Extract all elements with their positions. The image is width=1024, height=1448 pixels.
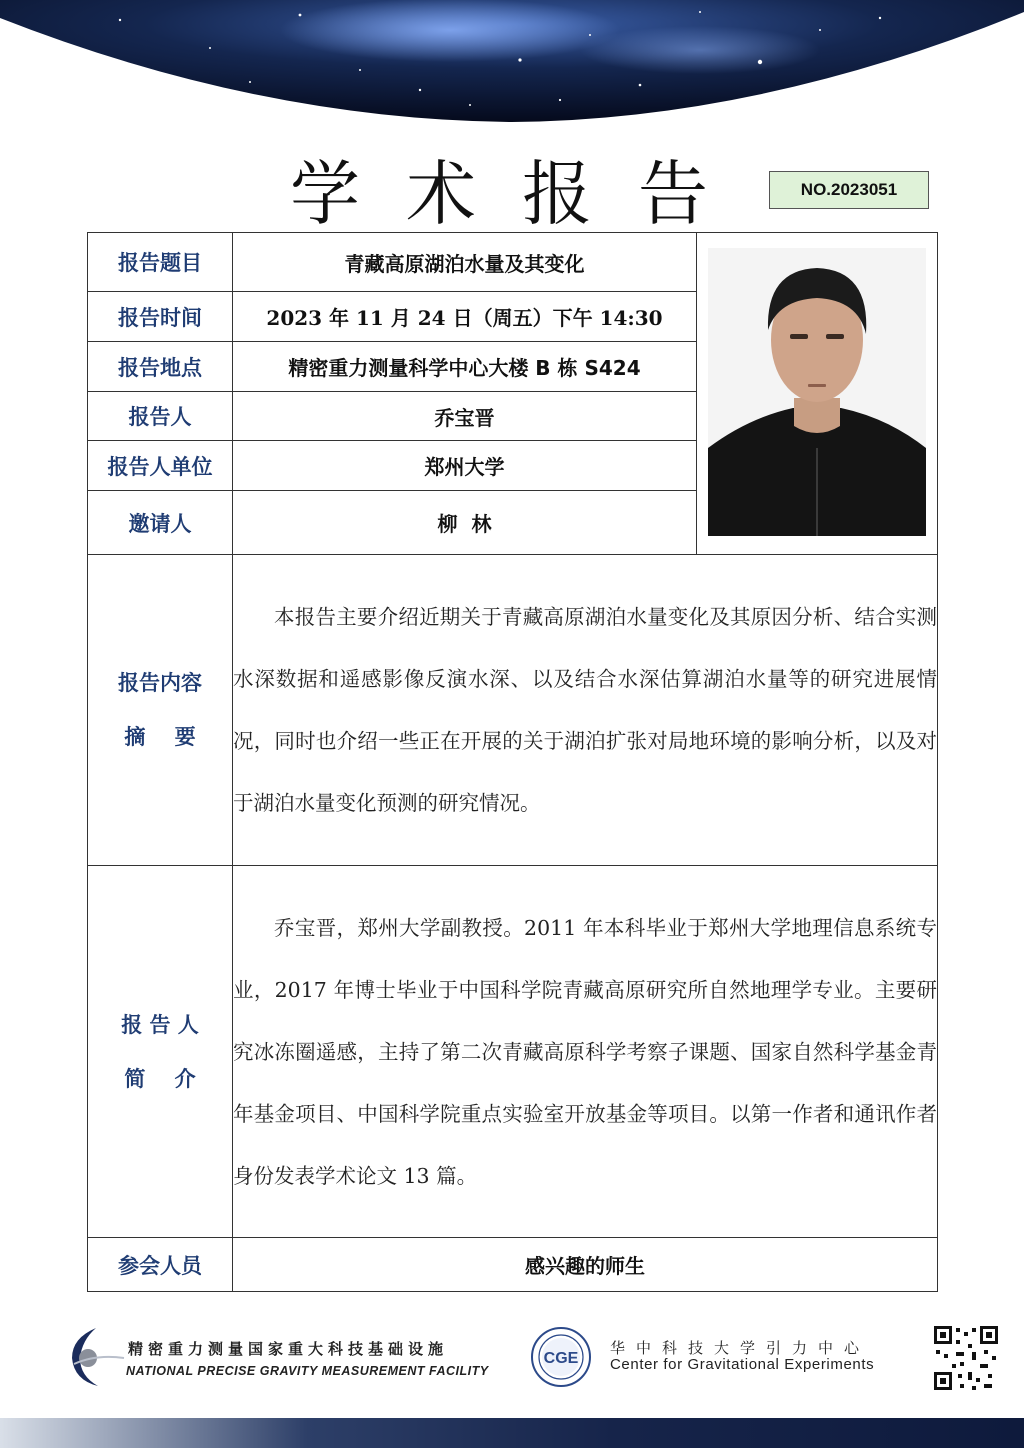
cge-logo-text: CGE bbox=[543, 1350, 579, 1367]
label-time: 报告时间 bbox=[88, 292, 233, 342]
label-location: 报告地点 bbox=[88, 342, 233, 392]
facility-name-en: NATIONAL PRECISE GRAVITY MEASUREMENT FACILITY bbox=[126, 1364, 489, 1378]
label-inviter: 邀请人 bbox=[88, 491, 233, 555]
label-abstract-line2: 摘 要 bbox=[124, 725, 196, 749]
cge-logo-icon bbox=[530, 1326, 592, 1388]
label-bio-line2: 简 介 bbox=[124, 1066, 196, 1091]
label-topic: 报告题目 bbox=[88, 233, 233, 292]
row-attendees bbox=[88, 1238, 938, 1292]
report-table bbox=[87, 232, 938, 1292]
value-topic: 青藏高原湖泊水量及其变化 bbox=[233, 233, 697, 292]
header-banner bbox=[0, 0, 1024, 130]
label-affiliation: 报告人单位 bbox=[88, 441, 233, 491]
bio-text: 乔宝晋，郑州大学副教授。2011 年本科毕业于郑州大学地理信息系统专业，2017 年博士毕业于中国科学院青藏高原研究所自然地理学专业。主要研究冰冻圈遥感，主持了第二次青藏高原科学考察子课题、国家自然科学基金青年基金项目、中国科学院重点实验室开放基金等项目。以第一作者和通讯作者身份发表学术论文 13 篇。 bbox=[233, 915, 937, 1188]
value-location: 精密重力测量科学中心大楼 B 栋 S424 bbox=[233, 342, 697, 392]
qr-code-icon bbox=[932, 1324, 1000, 1392]
value-time: 2023 年 11 月 24 日（周五）下午 14:30 bbox=[233, 292, 697, 342]
footer-bar bbox=[0, 1418, 1024, 1448]
label-speaker: 报告人 bbox=[88, 392, 233, 441]
label-abstract-line1: 报告内容 bbox=[118, 671, 202, 695]
speaker-photo bbox=[708, 248, 926, 536]
label-attendees: 参会人员 bbox=[88, 1238, 233, 1292]
facility-logo-icon bbox=[66, 1324, 126, 1388]
page-title: 学术报告 bbox=[290, 153, 754, 235]
document-number: NO.2023051 bbox=[769, 171, 929, 209]
value-speaker: 乔宝晋 bbox=[233, 392, 697, 441]
row-topic bbox=[88, 233, 938, 292]
abstract-text: 本报告主要介绍近期关于青藏高原湖泊水量变化及其原因分析、结合实测水深数据和遥感影像反演水深、以及结合水深估算湖泊水量等的研究进展情况，同时也介绍一些正在开展的关于湖泊扩张对局地环境的影响分析，以及对于湖泊水量变化预测的研究情况。 bbox=[233, 605, 937, 815]
value-inviter: 柳 林 bbox=[233, 491, 697, 555]
row-abstract bbox=[88, 555, 938, 866]
value-attendees: 感兴趣的师生 bbox=[233, 1238, 938, 1292]
label-bio bbox=[88, 866, 233, 1238]
speaker-photo-cell bbox=[697, 233, 938, 555]
label-bio-line1: 报 告 人 bbox=[121, 1012, 199, 1037]
facility-name-cn: 精密重力测量国家重大科技基础设施 bbox=[128, 1340, 449, 1358]
center-name-en: Center for Gravitational Experiments bbox=[610, 1356, 875, 1373]
bio-cell bbox=[233, 866, 938, 1238]
center-name-cn: 华中科技大学引力中心 bbox=[610, 1339, 871, 1357]
value-affiliation: 郑州大学 bbox=[233, 441, 697, 491]
abstract-cell bbox=[233, 555, 938, 866]
label-abstract bbox=[88, 555, 233, 866]
row-bio bbox=[88, 866, 938, 1238]
